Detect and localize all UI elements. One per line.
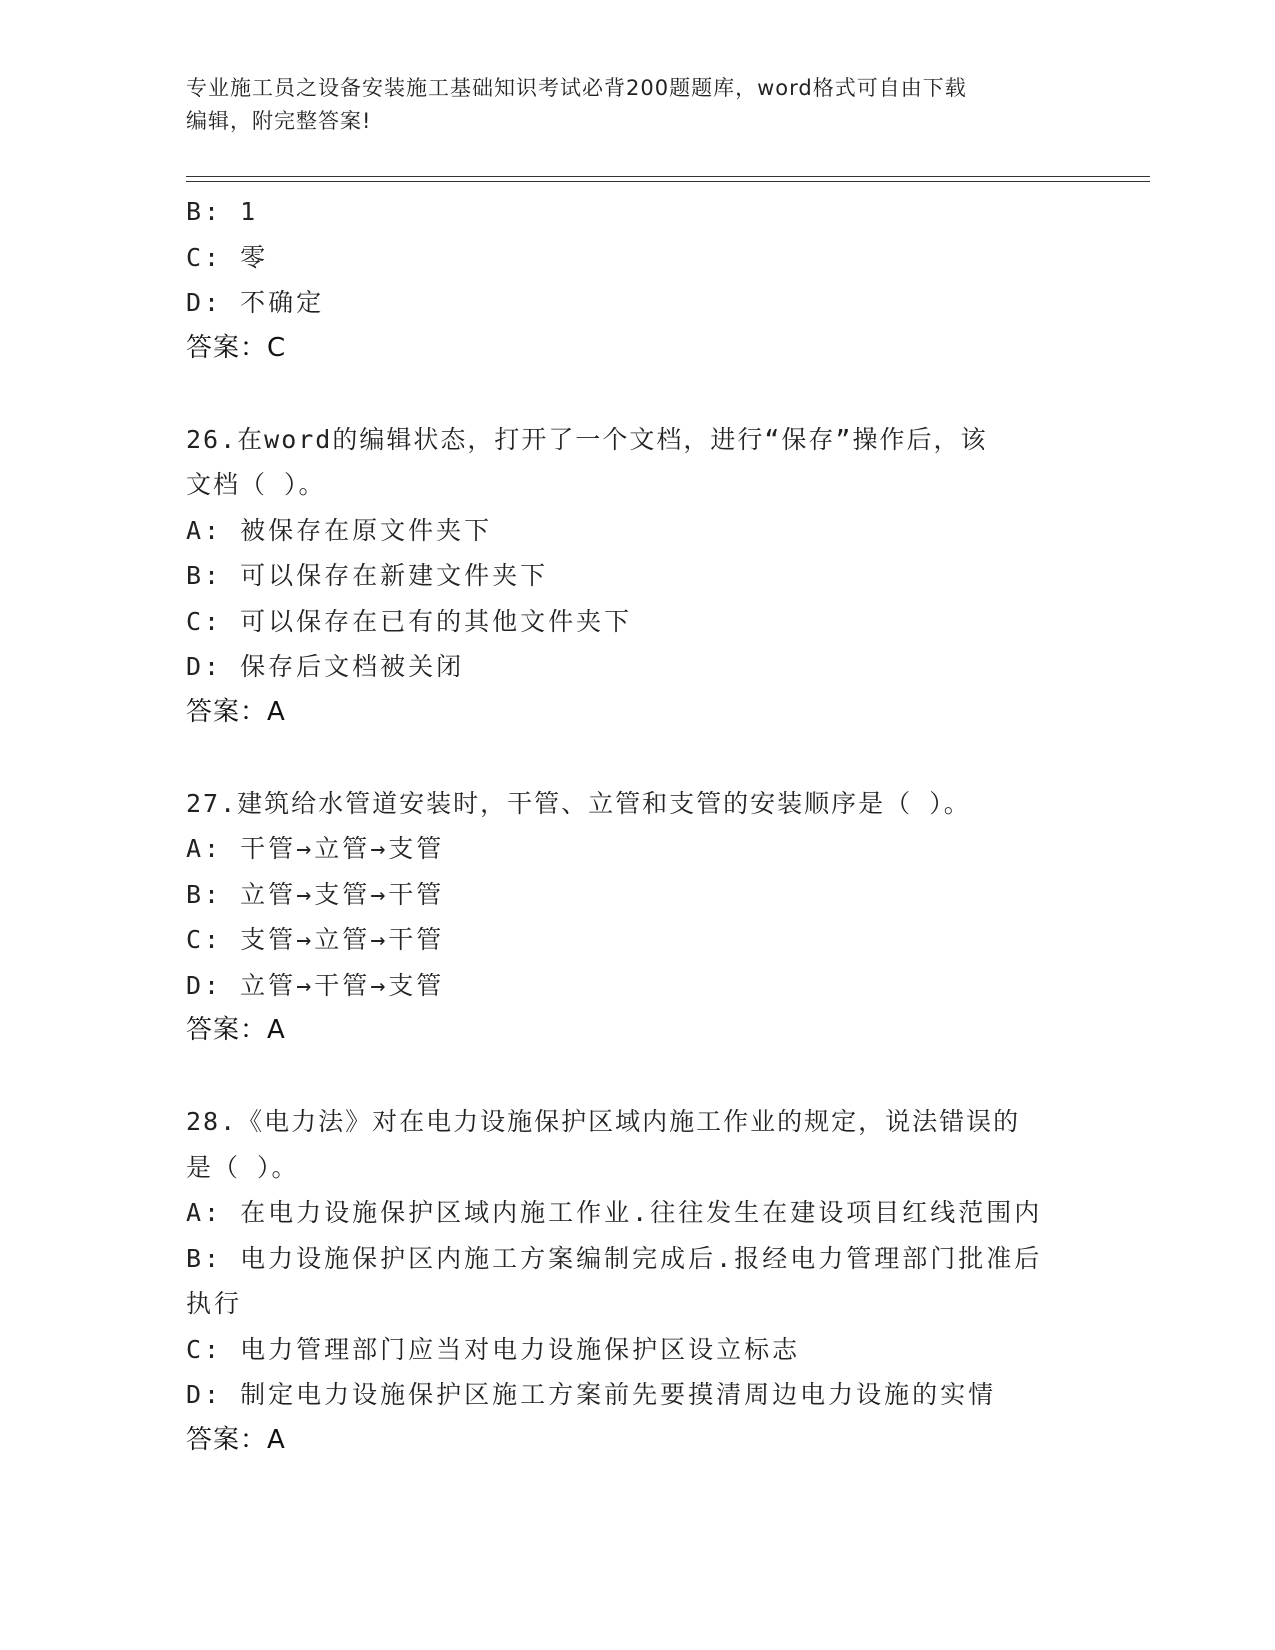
question-content — [186, 189, 1146, 1463]
q26-option-a: A: 被保存在原文件夹下 — [186, 515, 493, 545]
question-25 — [186, 189, 1146, 371]
q26-question-line-1: 26.在word的编辑状态，打开了一个文档，进行“保存”操作后，该 — [186, 424, 988, 454]
q28-option-b-line-2: 执行 — [186, 1289, 243, 1318]
q25-option-b: B: 1 — [186, 197, 259, 226]
q27-option-d: D: 立管→干管→支管 — [186, 970, 445, 1000]
question-28 — [186, 1099, 1146, 1463]
q28-option-a: A: 在电力设施保护区域内施工作业.往往发生在建设项目红线范围内 — [186, 1198, 1043, 1227]
q28-answer: 答案：A — [186, 1424, 286, 1455]
q28-question-line-1: 28.《电力法》对在电力设施保护区域内施工作业的规定，说法错误的 — [186, 1107, 1021, 1136]
q25-answer: 答案：C — [186, 332, 287, 363]
q26-option-c: C: 可以保存在已有的其他文件夹下 — [186, 606, 633, 636]
q27-answer: 答案：A — [186, 1015, 286, 1045]
q27-question-line-1: 27.建筑给水管道安装时，干管、立管和支管的安装顺序是（ ）。 — [186, 788, 971, 818]
spacer — [186, 735, 1146, 781]
spacer — [186, 1054, 1146, 1100]
q28-option-d: D: 制定电力设施保护区施工方案前先要摸清周边电力设施的实情 — [186, 1380, 997, 1409]
header-divider-bottom — [186, 181, 1150, 182]
q25-option-c: C: 零 — [186, 242, 269, 272]
q26-option-d: D: 保存后文档被关闭 — [186, 652, 465, 681]
q28-option-c: C: 电力管理部门应当对电力设施保护区设立标志 — [186, 1334, 801, 1364]
q28-option-b-line-1: B: 电力设施保护区内施工方案编制完成后.报经电力管理部门批准后 — [186, 1243, 1043, 1273]
header-divider-top — [186, 176, 1150, 177]
header-line-2: 编辑，附完整答案! — [186, 109, 372, 133]
q28-question-line-2: 是（ ）。 — [186, 1152, 299, 1182]
q27-option-c: C: 支管→立管→干管 — [186, 925, 445, 954]
spacer — [186, 371, 1146, 417]
header-line-1: 专业施工员之设备安装施工基础知识考试必背200题题库，word格式可自由下载 — [186, 76, 967, 100]
q27-option-b: B: 立管→支管→干管 — [186, 879, 445, 909]
document-header — [186, 72, 1086, 138]
question-27 — [186, 781, 1146, 1054]
q26-question-line-2: 文档（ ）。 — [186, 470, 326, 499]
question-26 — [186, 417, 1146, 736]
q27-option-a: A: 干管→立管→支管 — [186, 834, 445, 863]
q25-option-d: D: 不确定 — [186, 288, 325, 317]
q26-answer: 答案：A — [186, 696, 286, 727]
q26-option-b: B: 可以保存在新建文件夹下 — [186, 561, 549, 590]
